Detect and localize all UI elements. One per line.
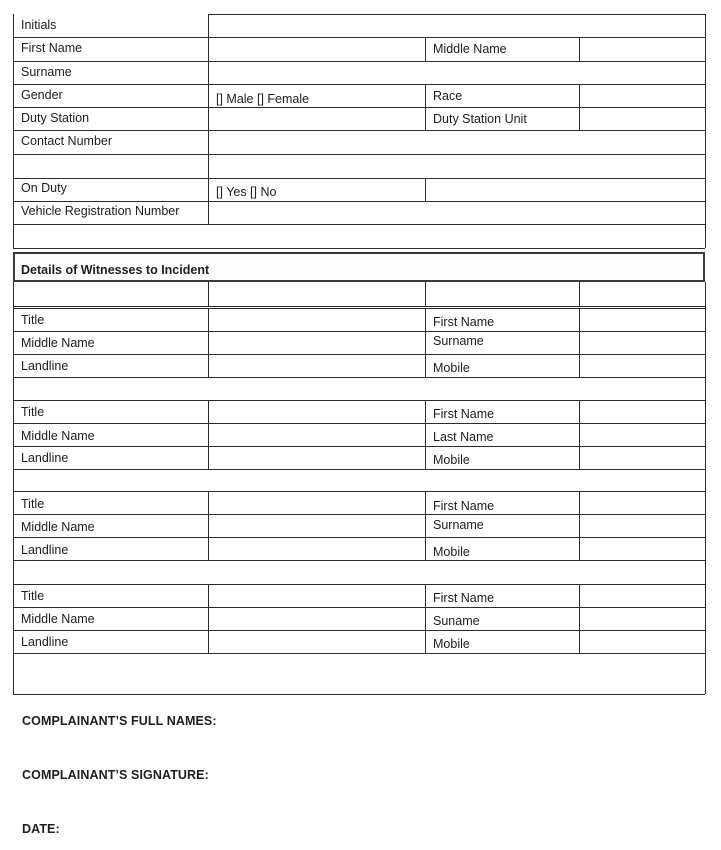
witness-mobile-label: Mobile — [433, 361, 470, 375]
row-divider — [13, 61, 705, 62]
row-divider — [13, 469, 705, 470]
row-divider — [13, 653, 705, 654]
column-divider — [425, 491, 426, 560]
witness-middle-name-label: Middle Name — [21, 612, 95, 626]
row-divider — [13, 607, 705, 608]
column-divider — [425, 37, 426, 61]
column-divider — [425, 308, 426, 377]
complainant-full-names-label: COMPLAINANT’S FULL NAMES: — [22, 714, 217, 728]
row-divider — [13, 446, 705, 447]
witness-landline-label: Landline — [21, 543, 69, 557]
gender-label: Gender — [21, 88, 63, 102]
gender-options[interactable]: [] Male [] Female — [216, 92, 310, 106]
complaint-form-table — [13, 14, 705, 694]
column-divider — [425, 84, 426, 130]
row-divider — [13, 178, 705, 179]
contact-number-label: Contact Number — [21, 134, 113, 148]
on-duty-options[interactable]: [] Yes [] No — [216, 185, 277, 199]
witness-surname-label: Surname — [433, 334, 484, 348]
duty-station-label: Duty Station — [21, 111, 90, 125]
on-duty-label: On Duty — [21, 181, 67, 195]
witness-middle-name-label: Middle Name — [21, 336, 95, 350]
row-divider — [13, 584, 705, 585]
witness-mobile-label: Mobile — [433, 545, 470, 559]
column-divider — [208, 308, 209, 377]
witness-surname-label: Suname — [433, 614, 480, 628]
column-divider — [208, 14, 209, 178]
column-divider — [579, 84, 580, 130]
witness-mobile-label: Mobile — [433, 453, 470, 467]
initials-label: Initials — [21, 18, 57, 32]
table-border-right — [705, 14, 706, 248]
column-divider — [208, 491, 209, 560]
surname-label: Surname — [21, 65, 72, 79]
row-divider — [13, 130, 705, 131]
complainant-signature-label: COMPLAINANT’S SIGNATURE: — [22, 768, 209, 782]
witness-middle-name-label: Middle Name — [21, 429, 95, 443]
column-divider — [579, 282, 580, 306]
witness-landline-label: Landline — [21, 635, 69, 649]
row-divider — [13, 248, 705, 249]
column-divider — [579, 308, 580, 377]
witness-landline-label: Landline — [21, 359, 69, 373]
row-divider — [13, 377, 705, 378]
table-border-right — [705, 282, 706, 694]
witness-landline-label: Landline — [21, 451, 69, 465]
witness-first-name-label: First Name — [433, 407, 495, 421]
witness-mobile-label: Mobile — [433, 637, 470, 651]
column-divider — [208, 400, 209, 469]
column-divider — [579, 400, 580, 469]
row-divider — [13, 224, 705, 225]
row-divider — [13, 491, 705, 492]
witness-title-label: Title — [21, 313, 45, 327]
race-label: Race — [433, 89, 463, 103]
vehicle-registration-label: Vehicle Registration Number — [21, 204, 180, 218]
witness-title-label: Title — [21, 589, 45, 603]
witness-first-name-label: First Name — [433, 591, 495, 605]
row-divider — [208, 14, 705, 15]
row-divider — [13, 423, 705, 424]
row-divider — [13, 154, 705, 155]
column-divider — [425, 178, 426, 201]
row-divider — [13, 37, 705, 38]
witness-first-name-label: First Name — [433, 499, 495, 513]
table-border-left — [13, 282, 14, 694]
column-divider — [579, 37, 580, 61]
witness-title-label: Title — [21, 405, 45, 419]
row-divider — [13, 354, 705, 355]
column-divider — [579, 491, 580, 560]
row-divider — [13, 400, 705, 401]
column-divider — [425, 584, 426, 653]
witness-middle-name-label: Middle Name — [21, 520, 95, 534]
middle-name-label: Middle Name — [433, 42, 507, 56]
witness-title-label: Title — [21, 497, 45, 511]
witness-surname-label: Surname — [433, 518, 484, 532]
witness-surname-label: Last Name — [433, 430, 494, 444]
column-divider — [579, 584, 580, 653]
column-divider — [208, 584, 209, 653]
row-divider — [13, 537, 705, 538]
row-divider — [13, 107, 705, 108]
witness-first-name-label: First Name — [433, 315, 495, 329]
first-name-label: First Name — [21, 41, 83, 55]
duty-station-unit-label: Duty Station Unit — [433, 112, 527, 126]
column-divider — [425, 282, 426, 306]
row-divider — [13, 560, 705, 561]
witnesses-section-title: Details of Witnesses to Incident — [21, 263, 210, 277]
column-divider — [208, 282, 209, 306]
column-divider — [208, 178, 209, 224]
row-divider — [13, 84, 705, 85]
table-border-left — [13, 14, 14, 248]
date-label: DATE: — [22, 822, 60, 836]
row-divider — [13, 308, 705, 309]
row-divider — [13, 331, 705, 332]
table-border-bottom — [13, 694, 705, 695]
row-divider — [13, 201, 705, 202]
column-divider — [425, 400, 426, 469]
row-divider — [13, 630, 705, 631]
row-divider — [13, 514, 705, 515]
row-divider — [13, 306, 705, 307]
